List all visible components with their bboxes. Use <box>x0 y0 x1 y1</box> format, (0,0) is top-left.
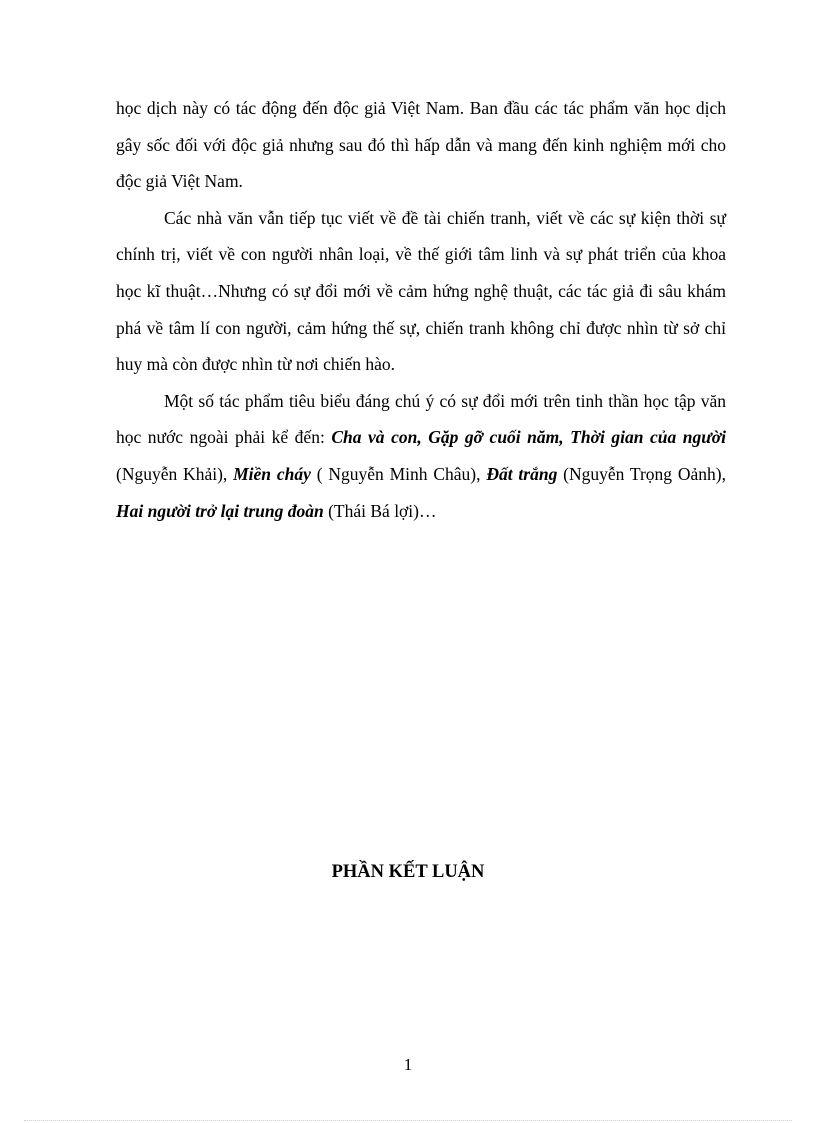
author-thai-ba-loi: (Thái Bá lợi)… <box>323 500 437 521</box>
author-nguyen-khai: (Nguyễn Khải), <box>116 463 234 484</box>
work-title-mien-chay: Miền cháy <box>233 463 311 484</box>
work-titles-nguyen-khai: Cha và con, Gặp gỡ cuối năm, Thời gian của người <box>331 427 726 448</box>
body-text <box>116 90 726 529</box>
section-heading: PHẦN KẾT LUẬN <box>331 862 485 882</box>
paragraph-3-intro: Một số tác phẩm tiêu biểu đáng chú ý có sự đổi mới trên tinh thần học tập văn học nước ngoài phải kể đến: <box>116 390 726 448</box>
page-number: 1 <box>403 1055 413 1074</box>
author-nguyen-minh-chau: ( Nguyễn Minh Châu), <box>310 463 487 484</box>
work-title-dat-trang: Đất trắng <box>486 463 558 484</box>
author-nguyen-trong-oanh: (Nguyễn Trọng Oảnh), <box>557 463 726 484</box>
paragraph-2: Các nhà văn vẫn tiếp tục viết về đề tài chiến tranh, viết về các sự kiện thời sự chính trị, viết về con người nhân loại, về thế giới tâm linh và sự phát triển của khoa học kĩ thuật…Nhưng có sự đổi mới về cảm hứng nghệ thuật, các tác giả đi sâu khám phá về tâm lí con người, cảm hứng thế sự, chiến tranh không chỉ được nhìn từ sở chỉ huy mà còn được nhìn từ nơi chiến hào. <box>116 207 726 375</box>
paragraph-1: học dịch này có tác động đến độc giả Việt Nam. Ban đầu các tác phẩm văn học dịch gây sốc đối với độc giả nhưng sau đó thì hấp dẫn và mang đến kinh nghiệm mới cho độc giả Việt Nam. <box>116 98 726 192</box>
page-bottom-divider <box>24 1120 792 1121</box>
paragraph-3 <box>116 383 726 529</box>
work-title-hai-nguoi: Hai người trở lại trung đoàn <box>116 500 324 521</box>
